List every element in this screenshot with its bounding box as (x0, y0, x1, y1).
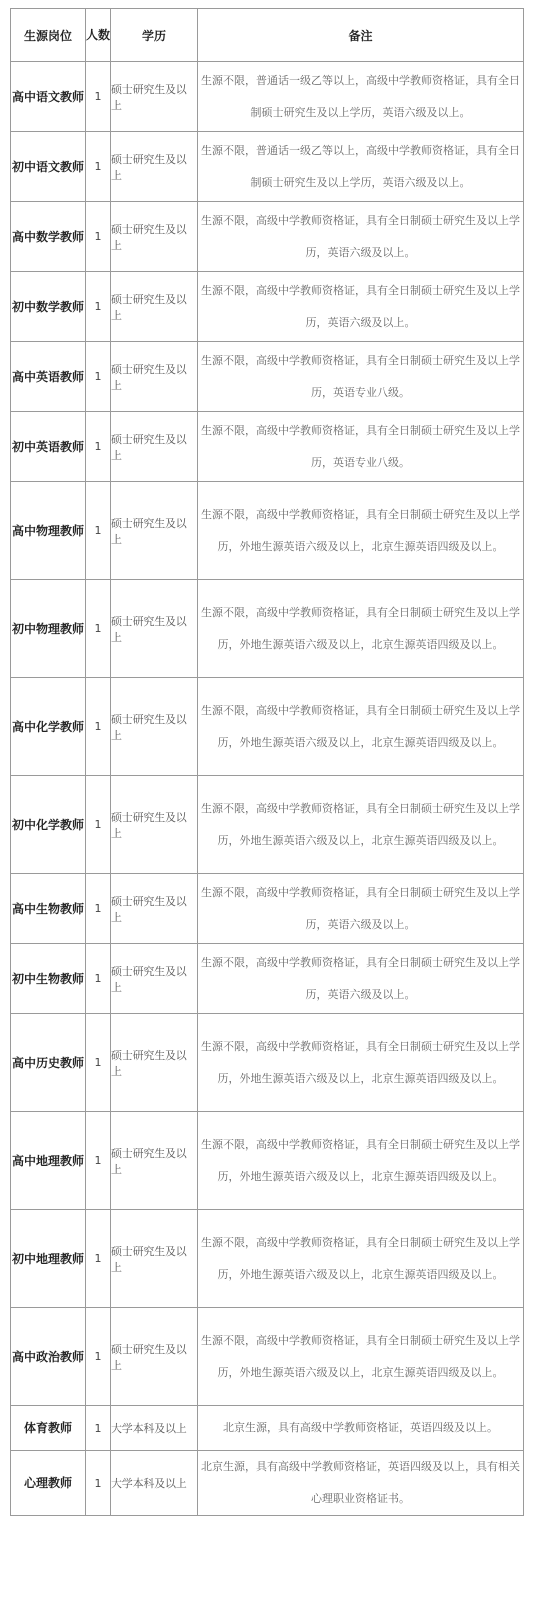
education-cell: 硕士研究生及以上 (111, 132, 198, 202)
education-cell: 硕士研究生及以上 (111, 580, 198, 678)
education-cell: 硕士研究生及以上 (111, 342, 198, 412)
position-cell: 初中语文教师 (11, 132, 86, 202)
position-cell: 高中数学教师 (11, 202, 86, 272)
notes-cell: 生源不限，高级中学教师资格证，具有全日制硕士研究生及以上学历，英语专业八级。 (198, 412, 524, 482)
notes-cell: 生源不限，普通话一级乙等以上，高级中学教师资格证，具有全日制硕士研究生及以上学历，英语六级及以上。 (198, 62, 524, 132)
count-cell: 1 (86, 1406, 111, 1451)
education-cell: 硕士研究生及以上 (111, 874, 198, 944)
count-cell: 1 (86, 776, 111, 874)
table-row (11, 580, 524, 678)
table-row (11, 412, 524, 482)
count-cell: 1 (86, 1014, 111, 1112)
education-cell: 硕士研究生及以上 (111, 1014, 198, 1112)
position-cell: 高中政治教师 (11, 1308, 86, 1406)
count-cell: 1 (86, 874, 111, 944)
table-row (11, 1451, 524, 1516)
table-row (11, 202, 524, 272)
notes-cell: 生源不限，高级中学教师资格证，具有全日制硕士研究生及以上学历，外地生源英语六级及以上，北京生源英语四级及以上。 (198, 482, 524, 580)
table-row (11, 776, 524, 874)
table-row (11, 1406, 524, 1451)
table-row (11, 874, 524, 944)
table-row (11, 1210, 524, 1308)
count-cell: 1 (86, 944, 111, 1014)
position-cell: 初中地理教师 (11, 1210, 86, 1308)
education-cell: 硕士研究生及以上 (111, 272, 198, 342)
education-cell: 硕士研究生及以上 (111, 776, 198, 874)
table-row (11, 1308, 524, 1406)
table-row (11, 342, 524, 412)
position-cell: 初中生物教师 (11, 944, 86, 1014)
position-cell: 初中化学教师 (11, 776, 86, 874)
count-cell: 1 (86, 132, 111, 202)
education-cell: 硕士研究生及以上 (111, 1210, 198, 1308)
notes-cell: 北京生源，具有高级中学教师资格证，英语四级及以上，具有相关心理职业资格证书。 (198, 1451, 524, 1516)
notes-cell: 生源不限，高级中学教师资格证，具有全日制硕士研究生及以上学历，英语六级及以上。 (198, 874, 524, 944)
count-cell: 1 (86, 580, 111, 678)
position-cell: 初中英语教师 (11, 412, 86, 482)
notes-cell: 生源不限，高级中学教师资格证，具有全日制硕士研究生及以上学历，英语六级及以上。 (198, 272, 524, 342)
position-cell: 初中数学教师 (11, 272, 86, 342)
count-cell: 1 (86, 1210, 111, 1308)
table-row (11, 132, 524, 202)
position-cell: 初中物理教师 (11, 580, 86, 678)
notes-cell: 北京生源，具有高级中学教师资格证，英语四级及以上。 (198, 1406, 524, 1451)
education-cell: 大学本科及以上 (111, 1406, 198, 1451)
notes-cell: 生源不限，高级中学教师资格证，具有全日制硕士研究生及以上学历，英语专业八级。 (198, 342, 524, 412)
header-education: 学历 (111, 9, 198, 62)
table-row (11, 1014, 524, 1112)
notes-cell: 生源不限，高级中学教师资格证，具有全日制硕士研究生及以上学历，外地生源英语六级及以上，北京生源英语四级及以上。 (198, 1112, 524, 1210)
education-cell: 硕士研究生及以上 (111, 62, 198, 132)
notes-cell: 生源不限，普通话一级乙等以上，高级中学教师资格证，具有全日制硕士研究生及以上学历，英语六级及以上。 (198, 132, 524, 202)
notes-cell: 生源不限，高级中学教师资格证，具有全日制硕士研究生及以上学历，外地生源英语六级及以上，北京生源英语四级及以上。 (198, 1014, 524, 1112)
count-cell: 1 (86, 412, 111, 482)
education-cell: 大学本科及以上 (111, 1451, 198, 1516)
education-cell: 硕士研究生及以上 (111, 1308, 198, 1406)
count-cell: 1 (86, 202, 111, 272)
count-cell: 1 (86, 272, 111, 342)
table-row (11, 482, 524, 580)
notes-cell: 生源不限，高级中学教师资格证，具有全日制硕士研究生及以上学历，外地生源英语六级及以上，北京生源英语四级及以上。 (198, 580, 524, 678)
position-cell: 高中语文教师 (11, 62, 86, 132)
table-header-row (11, 9, 524, 62)
header-notes: 备注 (198, 9, 524, 62)
table-row (11, 272, 524, 342)
count-cell: 1 (86, 678, 111, 776)
position-cell: 心理教师 (11, 1451, 86, 1516)
position-cell: 高中地理教师 (11, 1112, 86, 1210)
notes-cell: 生源不限，高级中学教师资格证，具有全日制硕士研究生及以上学历，英语六级及以上。 (198, 944, 524, 1014)
table-row (11, 944, 524, 1014)
recruitment-table (10, 8, 524, 1516)
education-cell: 硕士研究生及以上 (111, 482, 198, 580)
count-cell: 1 (86, 482, 111, 580)
position-cell: 高中生物教师 (11, 874, 86, 944)
notes-cell: 生源不限，高级中学教师资格证，具有全日制硕士研究生及以上学历，外地生源英语六级及以上，北京生源英语四级及以上。 (198, 678, 524, 776)
table-row (11, 1112, 524, 1210)
header-count: 人数 (86, 9, 111, 62)
count-cell: 1 (86, 62, 111, 132)
header-position: 生源岗位 (11, 9, 86, 62)
count-cell: 1 (86, 1308, 111, 1406)
position-cell: 高中化学教师 (11, 678, 86, 776)
education-cell: 硕士研究生及以上 (111, 678, 198, 776)
notes-cell: 生源不限，高级中学教师资格证，具有全日制硕士研究生及以上学历，外地生源英语六级及以上，北京生源英语四级及以上。 (198, 1210, 524, 1308)
education-cell: 硕士研究生及以上 (111, 1112, 198, 1210)
count-cell: 1 (86, 1112, 111, 1210)
count-cell: 1 (86, 342, 111, 412)
position-cell: 高中历史教师 (11, 1014, 86, 1112)
notes-cell: 生源不限，高级中学教师资格证，具有全日制硕士研究生及以上学历，外地生源英语六级及以上，北京生源英语四级及以上。 (198, 776, 524, 874)
count-cell: 1 (86, 1451, 111, 1516)
position-cell: 体育教师 (11, 1406, 86, 1451)
notes-cell: 生源不限，高级中学教师资格证，具有全日制硕士研究生及以上学历，英语六级及以上。 (198, 202, 524, 272)
position-cell: 高中物理教师 (11, 482, 86, 580)
notes-cell: 生源不限，高级中学教师资格证，具有全日制硕士研究生及以上学历，外地生源英语六级及以上，北京生源英语四级及以上。 (198, 1308, 524, 1406)
education-cell: 硕士研究生及以上 (111, 412, 198, 482)
table-row (11, 62, 524, 132)
table-row (11, 678, 524, 776)
education-cell: 硕士研究生及以上 (111, 202, 198, 272)
education-cell: 硕士研究生及以上 (111, 944, 198, 1014)
position-cell: 高中英语教师 (11, 342, 86, 412)
